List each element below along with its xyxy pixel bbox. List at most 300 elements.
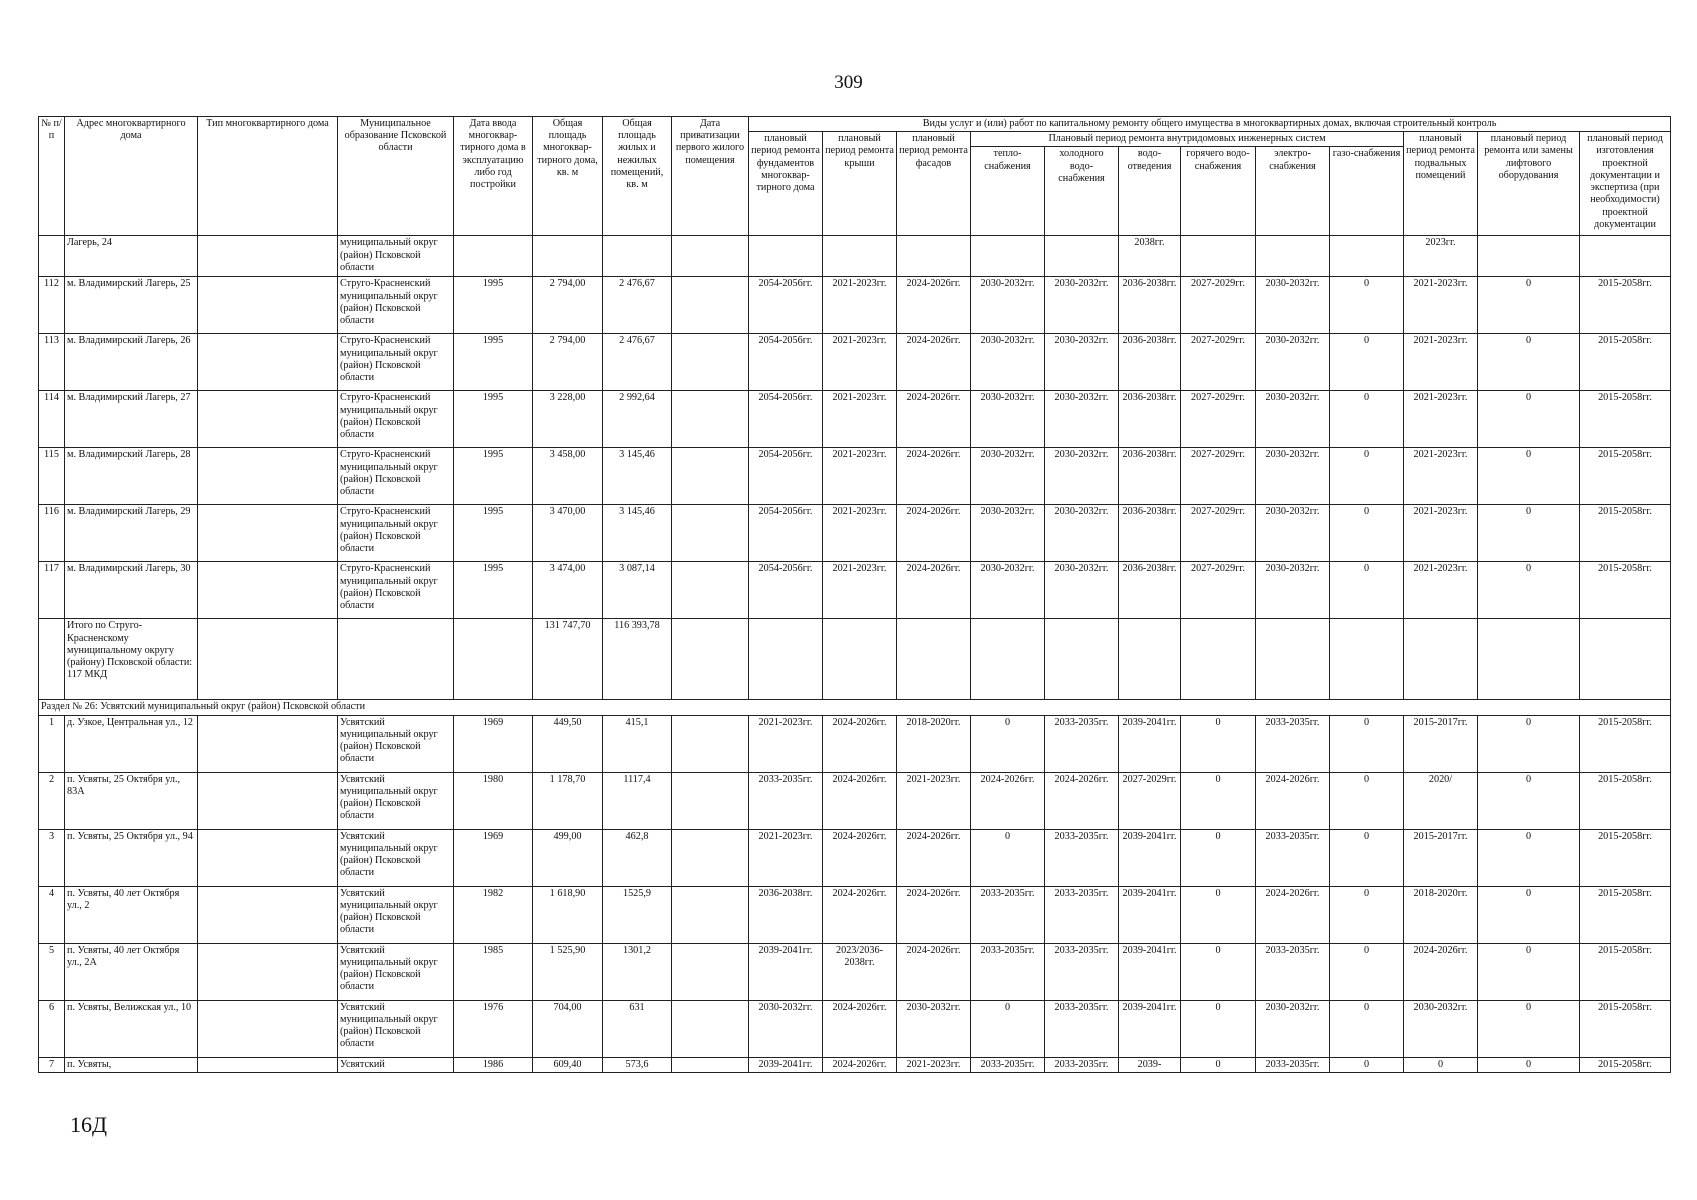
cell-electric: 2030-2032гг.	[1256, 334, 1330, 391]
cell-privatization	[672, 334, 749, 391]
cell-facade: 2018-2020гг.	[897, 715, 971, 772]
cell-electric: 2030-2032гг.	[1256, 277, 1330, 334]
cell-type	[198, 886, 338, 943]
col-type: Тип многоквартирного дома	[198, 117, 338, 236]
cell-basement: 2021-2023гг.	[1404, 562, 1478, 619]
cell-drainage: 2039-2041гг.	[1119, 1000, 1181, 1057]
cell-facade: 2021-2023гг.	[897, 772, 971, 829]
cell-basement: 2015-2017гг.	[1404, 715, 1478, 772]
section-row	[39, 700, 1671, 715]
cell-hot-water: 2027-2029гг.	[1181, 277, 1256, 334]
cell-living-area: 631	[603, 1000, 672, 1057]
table-row	[39, 277, 1671, 334]
cell-foundation: 2054-2056гг.	[749, 277, 823, 334]
cell-no: 3	[39, 829, 65, 886]
cell-foundation: 2021-2023гг.	[749, 715, 823, 772]
cell-privatization	[672, 391, 749, 448]
cell-no: 115	[39, 448, 65, 505]
cell-gas: 0	[1330, 886, 1404, 943]
cell-electric: 2030-2032гг.	[1256, 391, 1330, 448]
cell-design: 2015-2058гг.	[1580, 448, 1671, 505]
cell-date: 1969	[454, 829, 533, 886]
col-basement: плановый период ремонта подвальных помещений	[1404, 132, 1478, 236]
cell-cold-water: 2024-2026гг.	[1045, 772, 1119, 829]
cell-no: 112	[39, 277, 65, 334]
cell-date: 1995	[454, 277, 533, 334]
cell-gas: 0	[1330, 715, 1404, 772]
table-row	[39, 562, 1671, 619]
cell-gas: 0	[1330, 505, 1404, 562]
cell-no: 117	[39, 562, 65, 619]
table-row	[39, 772, 1671, 829]
cell-total-area: 499,00	[533, 829, 603, 886]
cell-municipality: Струго-Красненский муниципальный округ (район) Псковской области	[338, 334, 454, 391]
cell-facade: 2024-2026гг.	[897, 505, 971, 562]
cell-privatization	[672, 715, 749, 772]
cell-living-area: 3 087,14	[603, 562, 672, 619]
cell-hot-water: 0	[1181, 1057, 1256, 1072]
cell-address: м. Владимирский Лагерь, 26	[65, 334, 198, 391]
cell-electric: 2024-2026гг.	[1256, 772, 1330, 829]
cell-total-area: 1 618,90	[533, 886, 603, 943]
col-municipality: Муниципальное образование Псковской области	[338, 117, 454, 236]
cell-roof: 2021-2023гг.	[823, 448, 897, 505]
rows-group-b	[39, 715, 1671, 1057]
total-living-area: 116 393,78	[603, 619, 672, 700]
cell-basement: 2015-2017гг.	[1404, 829, 1478, 886]
cell-cold-water: 2033-2035гг.	[1045, 886, 1119, 943]
cell-drainage: 2036-2038гг.	[1119, 505, 1181, 562]
cell-total-area: 2 794,00	[533, 277, 603, 334]
cell-cold-water: 2030-2032гг.	[1045, 505, 1119, 562]
cell-drainage: 2036-2038гг.	[1119, 391, 1181, 448]
table-row	[39, 715, 1671, 772]
col-works-group: Виды услуг и (или) работ по капитальному ремонту общего имущества в многоквартирных домах, включая строительный контроль	[749, 117, 1671, 132]
cell-elevator: 0	[1478, 391, 1580, 448]
table-row	[39, 1000, 1671, 1057]
cell-basement: 2021-2023гг.	[1404, 277, 1478, 334]
cell-living-area: 573,6	[603, 1057, 672, 1072]
cell-type	[198, 1000, 338, 1057]
cell-date: 1976	[454, 1000, 533, 1057]
cell-address: п. Усвяты,	[65, 1057, 198, 1072]
cell-gas: 0	[1330, 829, 1404, 886]
cell-drainage: 2039-2041гг.	[1119, 943, 1181, 1000]
cell-design: 2015-2058гг.	[1580, 943, 1671, 1000]
cell-basement: 0	[1404, 1057, 1478, 1072]
cell-roof: 2021-2023гг.	[823, 277, 897, 334]
table-row	[39, 334, 1671, 391]
cell-facade: 2024-2026гг.	[897, 334, 971, 391]
cell-heat: 2033-2035гг.	[971, 943, 1045, 1000]
cell-elevator: 0	[1478, 334, 1580, 391]
cell-cold-water: 2033-2035гг.	[1045, 715, 1119, 772]
cell-living-area: 2 476,67	[603, 334, 672, 391]
cell-drainage: 2038гг.	[1119, 236, 1181, 277]
cell-elevator: 0	[1478, 1000, 1580, 1057]
cell-heat: 0	[971, 829, 1045, 886]
cell-type	[198, 505, 338, 562]
cell-cold-water: 2033-2035гг.	[1045, 1057, 1119, 1072]
cell-design: 2015-2058гг.	[1580, 715, 1671, 772]
cell-living-area: 3 145,46	[603, 448, 672, 505]
cell-total-area: 3 470,00	[533, 505, 603, 562]
cell-electric: 2033-2035гг.	[1256, 829, 1330, 886]
cell-basement: 2021-2023гг.	[1404, 334, 1478, 391]
cell-address: м. Владимирский Лагерь, 25	[65, 277, 198, 334]
cell-no: 4	[39, 886, 65, 943]
cell-privatization	[672, 886, 749, 943]
cell-electric: 2030-2032гг.	[1256, 448, 1330, 505]
total-label: Итого по Струго-Красненскому муниципальному округу (району) Псковской области: 117 МКД	[65, 619, 198, 700]
cell-address: м. Владимирский Лагерь, 29	[65, 505, 198, 562]
cell-basement: 2018-2020гг.	[1404, 886, 1478, 943]
col-facade: плановый период ремонта фасадов	[897, 132, 971, 236]
cell-total-area: 609,40	[533, 1057, 603, 1072]
cell-hot-water: 2027-2029гг.	[1181, 448, 1256, 505]
cell-hot-water: 0	[1181, 829, 1256, 886]
cell-basement: 2021-2023гг.	[1404, 448, 1478, 505]
cell-facade: 2024-2026гг.	[897, 886, 971, 943]
cell-basement: 2023гг.	[1404, 236, 1478, 277]
cell-heat: 2030-2032гг.	[971, 391, 1045, 448]
cell-foundation: 2039-2041гг.	[749, 943, 823, 1000]
cell-living-area: 3 145,46	[603, 505, 672, 562]
cell-no: 7	[39, 1057, 65, 1072]
table-row	[39, 391, 1671, 448]
cell-heat: 2030-2032гг.	[971, 277, 1045, 334]
cell-design: 2015-2058гг.	[1580, 334, 1671, 391]
cell-municipality: Усвятский	[338, 1057, 454, 1072]
cell-heat: 0	[971, 715, 1045, 772]
cell-address: п. Усвяты, 40 лет Октября ул., 2А	[65, 943, 198, 1000]
cell-living-area: 462,8	[603, 829, 672, 886]
cell-hot-water: 2027-2029гг.	[1181, 562, 1256, 619]
cell-foundation: 2033-2035гг.	[749, 772, 823, 829]
cell-total-area: 1 178,70	[533, 772, 603, 829]
cell-cold-water: 2030-2032гг.	[1045, 391, 1119, 448]
cell-address: м. Владимирский Лагерь, 30	[65, 562, 198, 619]
cell-municipality: Усвятский муниципальный округ (район) Псковской области	[338, 943, 454, 1000]
table-header	[39, 117, 1671, 236]
cell-elevator: 0	[1478, 829, 1580, 886]
cell-design: 2015-2058гг.	[1580, 1057, 1671, 1072]
cell-address: м. Владимирский Лагерь, 28	[65, 448, 198, 505]
cell-roof: 2024-2026гг.	[823, 1000, 897, 1057]
cell-cold-water: 2030-2032гг.	[1045, 334, 1119, 391]
col-electric: электро-снабжения	[1256, 147, 1330, 236]
cell-roof: 2024-2026гг.	[823, 772, 897, 829]
cell-municipality: Струго-Красненский муниципальный округ (район) Псковской области	[338, 391, 454, 448]
cell-date: 1995	[454, 505, 533, 562]
cell-gas: 0	[1330, 448, 1404, 505]
cell-basement: 2021-2023гг.	[1404, 505, 1478, 562]
cell-privatization	[672, 448, 749, 505]
cell-address: м. Владимирский Лагерь, 27	[65, 391, 198, 448]
cell-privatization	[672, 829, 749, 886]
cell-municipality: муниципальный округ (район) Псковской области	[338, 236, 454, 277]
cell-basement: 2024-2026гг.	[1404, 943, 1478, 1000]
cell-elevator: 0	[1478, 715, 1580, 772]
cell-type	[198, 772, 338, 829]
cell-address: п. Усвяты, 25 Октября ул., 94	[65, 829, 198, 886]
cell-type	[198, 448, 338, 505]
cell-foundation: 2030-2032гг.	[749, 1000, 823, 1057]
cell-electric: 2030-2032гг.	[1256, 1000, 1330, 1057]
col-gas: газо-снабжения	[1330, 147, 1404, 236]
cell-type	[198, 277, 338, 334]
cell-date: 1995	[454, 562, 533, 619]
cell-electric: 2024-2026гг.	[1256, 886, 1330, 943]
cell-address: п. Усвяты, 40 лет Октября ул., 2	[65, 886, 198, 943]
cell-municipality: Струго-Красненский муниципальный округ (район) Псковской области	[338, 277, 454, 334]
cell-privatization	[672, 772, 749, 829]
cell-living-area: 1525,9	[603, 886, 672, 943]
cell-address: п. Усвяты, Велижская ул., 10	[65, 1000, 198, 1057]
col-address: Адрес многоквартирного дома	[65, 117, 198, 236]
cell-foundation: 2054-2056гг.	[749, 562, 823, 619]
cell-hot-water: 2027-2029гг.	[1181, 505, 1256, 562]
table-row	[39, 943, 1671, 1000]
cell-municipality: Струго-Красненский муниципальный округ (район) Псковской области	[338, 562, 454, 619]
cell-electric: 2030-2032гг.	[1256, 505, 1330, 562]
capital-repair-table	[38, 116, 1671, 1073]
col-heat: тепло-снабжения	[971, 147, 1045, 236]
cell-drainage: 2039-2041гг.	[1119, 886, 1181, 943]
cell-heat: 2030-2032гг.	[971, 334, 1045, 391]
cell-living-area: 415,1	[603, 715, 672, 772]
cell-no: 116	[39, 505, 65, 562]
cell-gas: 0	[1330, 943, 1404, 1000]
cell-date: 1986	[454, 1057, 533, 1072]
cell-facade: 2024-2026гг.	[897, 391, 971, 448]
cell-gas: 0	[1330, 772, 1404, 829]
col-engineering-group: Плановый период ремонта внутридомовых инженерных систем	[971, 132, 1404, 147]
page-number: 309	[834, 72, 863, 93]
cell-no: 114	[39, 391, 65, 448]
cell-design: 2015-2058гг.	[1580, 886, 1671, 943]
cell-no: 1	[39, 715, 65, 772]
cell-hot-water: 0	[1181, 943, 1256, 1000]
cell-living-area: 2 992,64	[603, 391, 672, 448]
cell-municipality: Усвятский муниципальный округ (район) Псковской области	[338, 1000, 454, 1057]
cell-cold-water: 2033-2035гг.	[1045, 829, 1119, 886]
cell-drainage: 2036-2038гг.	[1119, 277, 1181, 334]
cell-heat: 2030-2032гг.	[971, 562, 1045, 619]
cell-facade: 2024-2026гг.	[897, 448, 971, 505]
cell-type	[198, 391, 338, 448]
cell-design: 2015-2058гг.	[1580, 1000, 1671, 1057]
cell-heat: 2030-2032гг.	[971, 505, 1045, 562]
cell-date: 1995	[454, 448, 533, 505]
cell-roof: 2021-2023гг.	[823, 391, 897, 448]
cell-electric: 2033-2035гг.	[1256, 943, 1330, 1000]
col-elevator: плановый период ремонта или замены лифтового оборудования	[1478, 132, 1580, 236]
cell-address: Лагерь, 24	[65, 236, 198, 277]
cell-no: 113	[39, 334, 65, 391]
cell-roof: 2024-2026гг.	[823, 1057, 897, 1072]
cell-cold-water: 2033-2035гг.	[1045, 1000, 1119, 1057]
cell-heat: 0	[971, 1000, 1045, 1057]
cell-facade: 2024-2026гг.	[897, 829, 971, 886]
cell-total-area: 704,00	[533, 1000, 603, 1057]
cell-roof: 2021-2023гг.	[823, 334, 897, 391]
cell-cold-water: 2030-2032гг.	[1045, 277, 1119, 334]
cell-privatization	[672, 1000, 749, 1057]
col-cold-water: холодного водо-снабжения	[1045, 147, 1119, 236]
cell-heat: 2024-2026гг.	[971, 772, 1045, 829]
section-title: Раздел № 26: Усвятский муниципальный округ (район) Псковской области	[39, 700, 1671, 715]
cell-elevator: 0	[1478, 886, 1580, 943]
cell-foundation: 2021-2023гг.	[749, 829, 823, 886]
cell-design: 2015-2058гг.	[1580, 505, 1671, 562]
cell-drainage: 2039-2041гг.	[1119, 829, 1181, 886]
cell-date: 1980	[454, 772, 533, 829]
cell-no: 6	[39, 1000, 65, 1057]
table-row-continuation	[39, 236, 1671, 277]
col-living-area: Общая площадь жилых и нежилых помещений, кв. м	[603, 117, 672, 236]
cell-total-area: 3 228,00	[533, 391, 603, 448]
cell-living-area: 2 476,67	[603, 277, 672, 334]
cell-cold-water: 2033-2035гг.	[1045, 943, 1119, 1000]
cell-facade: 2021-2023гг.	[897, 1057, 971, 1072]
cell-municipality: Усвятский муниципальный округ (район) Псковской области	[338, 772, 454, 829]
cell-address: д. Узкое, Центральная ул., 12	[65, 715, 198, 772]
cell-hot-water: 0	[1181, 1000, 1256, 1057]
cell-hot-water: 2027-2029гг.	[1181, 391, 1256, 448]
cell-facade: 2030-2032гг.	[897, 1000, 971, 1057]
col-hot-water: горячего водо-снабжения	[1181, 147, 1256, 236]
cell-date: 1995	[454, 334, 533, 391]
cell-foundation: 2054-2056гг.	[749, 448, 823, 505]
cell-heat: 2033-2035гг.	[971, 886, 1045, 943]
cell-heat: 2033-2035гг.	[971, 1057, 1045, 1072]
cell-total-area: 3 474,00	[533, 562, 603, 619]
cell-design: 2015-2058гг.	[1580, 772, 1671, 829]
cell-drainage: 2036-2038гг.	[1119, 562, 1181, 619]
cell-drainage: 2036-2038гг.	[1119, 448, 1181, 505]
cell-roof: 2024-2026гг.	[823, 715, 897, 772]
cell-no: 5	[39, 943, 65, 1000]
col-no: № п/п	[39, 117, 65, 236]
cell-design: 2015-2058гг.	[1580, 829, 1671, 886]
cell-privatization	[672, 1057, 749, 1072]
table-row	[39, 829, 1671, 886]
cell-foundation: 2036-2038гг.	[749, 886, 823, 943]
cell-hot-water: 0	[1181, 886, 1256, 943]
cell-facade: 2024-2026гг.	[897, 277, 971, 334]
cell-type	[198, 334, 338, 391]
cell-date: 1969	[454, 715, 533, 772]
col-design: плановый период изготовления проектной документации и экспертиза (при необходимости) проектной документации	[1580, 132, 1671, 236]
cell-elevator: 0	[1478, 505, 1580, 562]
cell-gas: 0	[1330, 1057, 1404, 1072]
total-row	[39, 619, 1671, 700]
cell-elevator: 0	[1478, 448, 1580, 505]
cell-type	[198, 829, 338, 886]
cell-elevator: 0	[1478, 562, 1580, 619]
cell-elevator: 0	[1478, 1057, 1580, 1072]
cell-no: 2	[39, 772, 65, 829]
cell-elevator: 0	[1478, 277, 1580, 334]
cell-cold-water: 2030-2032гг.	[1045, 562, 1119, 619]
cell-address: п. Усвяты, 25 Октября ул., 83А	[65, 772, 198, 829]
cell-gas: 0	[1330, 334, 1404, 391]
total-area: 131 747,70	[533, 619, 603, 700]
cell-electric: 2030-2032гг.	[1256, 562, 1330, 619]
cell-drainage: 2039-2041гг.	[1119, 715, 1181, 772]
cell-roof: 2021-2023гг.	[823, 562, 897, 619]
cell-drainage: 2039-	[1119, 1057, 1181, 1072]
cell-municipality: Струго-Красненский муниципальный округ (район) Псковской области	[338, 505, 454, 562]
table-row	[39, 1057, 1671, 1072]
rows-group-last	[39, 1057, 1671, 1072]
cell-privatization	[672, 505, 749, 562]
table-row	[39, 448, 1671, 505]
cell-total-area: 1 525,90	[533, 943, 603, 1000]
cell-basement: 2021-2023гг.	[1404, 391, 1478, 448]
cell-total-area: 3 458,00	[533, 448, 603, 505]
cell-roof: 2023/2036-2038гг.	[823, 943, 897, 1000]
rows-group-a	[39, 277, 1671, 619]
cell-total-area: 2 794,00	[533, 334, 603, 391]
col-foundation: плановый период ремонта фундаментов многоквар-тирного дома	[749, 132, 823, 236]
cell-municipality: Усвятский муниципальный округ (район) Псковской области	[338, 715, 454, 772]
footer-mark: 16Д	[70, 1112, 108, 1137]
cell-privatization	[672, 562, 749, 619]
cell-privatization	[672, 943, 749, 1000]
col-privatization: Дата приватизации первого жилого помещения	[672, 117, 749, 236]
cell-basement: 2020/	[1404, 772, 1478, 829]
cell-design: 2015-2058гг.	[1580, 277, 1671, 334]
col-drainage: водо-отведения	[1119, 147, 1181, 236]
cell-municipality: Струго-Красненский муниципальный округ (район) Псковской области	[338, 448, 454, 505]
table-row	[39, 505, 1671, 562]
cell-heat: 2030-2032гг.	[971, 448, 1045, 505]
cell-cold-water: 2030-2032гг.	[1045, 448, 1119, 505]
cell-type	[198, 715, 338, 772]
table-row	[39, 886, 1671, 943]
cell-basement: 2030-2032гг.	[1404, 1000, 1478, 1057]
cell-design: 2015-2058гг.	[1580, 562, 1671, 619]
cell-foundation: 2039-2041гг.	[749, 1057, 823, 1072]
cell-foundation: 2054-2056гг.	[749, 391, 823, 448]
cell-electric: 2033-2035гг.	[1256, 1057, 1330, 1072]
cell-type	[198, 562, 338, 619]
cell-gas: 0	[1330, 1000, 1404, 1057]
cell-electric: 2033-2035гг.	[1256, 715, 1330, 772]
cell-roof: 2021-2023гг.	[823, 505, 897, 562]
cell-date: 1985	[454, 943, 533, 1000]
col-date: Дата ввода многоквар-тирного дома в эксплуатацию либо год постройки	[454, 117, 533, 236]
cell-elevator: 0	[1478, 772, 1580, 829]
cell-type	[198, 1057, 338, 1072]
cell-total-area: 449,50	[533, 715, 603, 772]
cell-facade: 2024-2026гг.	[897, 943, 971, 1000]
col-roof: плановый период ремонта крыши	[823, 132, 897, 236]
cell-privatization	[672, 277, 749, 334]
cell-living-area: 1117,4	[603, 772, 672, 829]
cell-date: 1995	[454, 391, 533, 448]
cell-elevator: 0	[1478, 943, 1580, 1000]
cell-facade: 2024-2026гг.	[897, 562, 971, 619]
cell-hot-water: 0	[1181, 715, 1256, 772]
cell-roof: 2024-2026гг.	[823, 886, 897, 943]
cell-living-area: 1301,2	[603, 943, 672, 1000]
cell-gas: 0	[1330, 562, 1404, 619]
cell-foundation: 2054-2056гг.	[749, 505, 823, 562]
cell-drainage: 2027-2029гг.	[1119, 772, 1181, 829]
